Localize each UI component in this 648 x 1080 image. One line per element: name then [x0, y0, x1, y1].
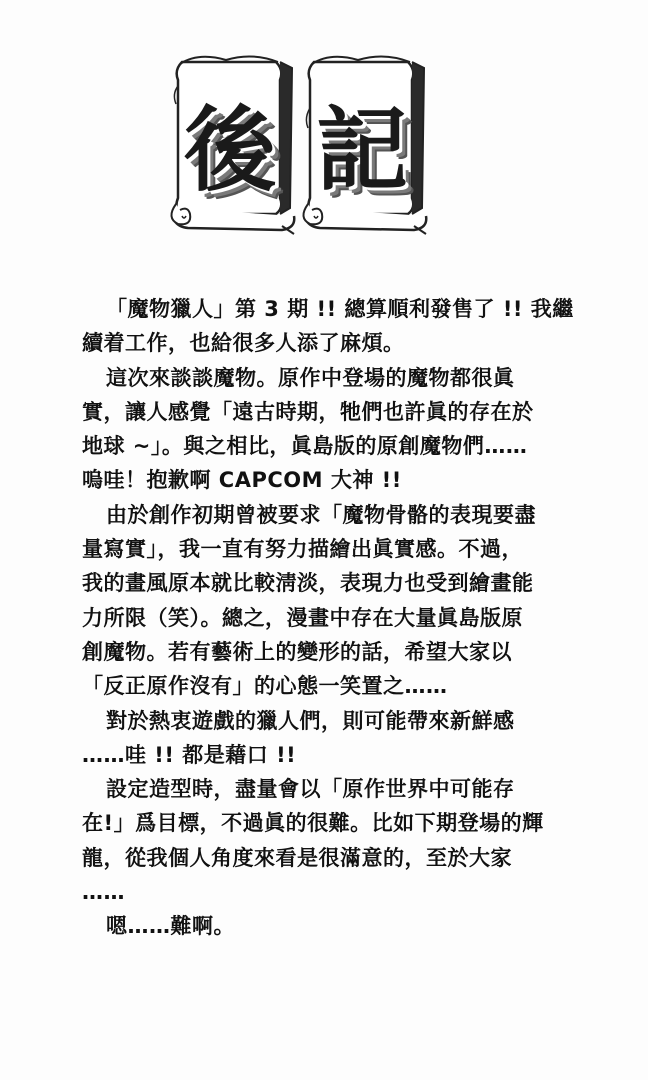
body-line: 嗚哇！抱歉啊 CAPCOM 大神 !! — [82, 468, 402, 493]
body-line: 「反正原作沒有」的心態一笑置之…… — [82, 674, 448, 699]
body-line: 這次來談談魔物。原作中登場的魔物都很眞 — [106, 365, 515, 390]
title-char-2: 記 — [315, 96, 408, 204]
body-line: 續着工作，也給很多人添了麻煩。 — [82, 331, 405, 356]
body-line: 「魔物獵人」第 3 期 !! 總算順利發售了 !! 我繼 — [106, 297, 574, 321]
body-line: ……哇 !! 都是藉口 !! — [82, 742, 297, 767]
body-line: 龍，從我個人角度來看是很滿意的，至於大家 — [82, 845, 512, 870]
title-scroll-right — [300, 48, 430, 238]
body-line: 力所限（笑）。總之，漫畫中存在大量眞島版原 — [82, 605, 523, 630]
body-line: 我的畫風原本就比較淸淡，表現力也受到繪畫能 — [82, 571, 534, 596]
afterword-body — [82, 292, 574, 944]
title-char-1: 後 — [183, 96, 276, 204]
body-line: 量寫實」，我一直有努力描繪出眞實感。不過， — [82, 537, 523, 562]
body-line: 創魔物。若有藝術上的變形的話，希望大家以 — [82, 639, 512, 664]
body-line: 由於創作初期曾被要求「魔物骨骼的表現要盡 — [106, 502, 536, 527]
body-line: 實，讓人感覺「遠古時期，牠們也許眞的存在於 — [82, 399, 534, 424]
title-scroll-left — [168, 48, 298, 238]
body-line: 在!」爲目標，不過眞的很難。比如下期登場的輝 — [82, 811, 544, 836]
body-line: 嗯……難啊。 — [106, 914, 235, 939]
body-line: 地球 ~」。與之相比，眞島版的原創魔物們…… — [82, 434, 528, 459]
body-line: …… — [82, 880, 125, 905]
body-line: 設定造型時，盡量會以「原作世界中可能存 — [106, 777, 515, 802]
body-line: 對於熱衷遊戲的獵人們，則可能帶來新鮮感 — [106, 708, 515, 733]
